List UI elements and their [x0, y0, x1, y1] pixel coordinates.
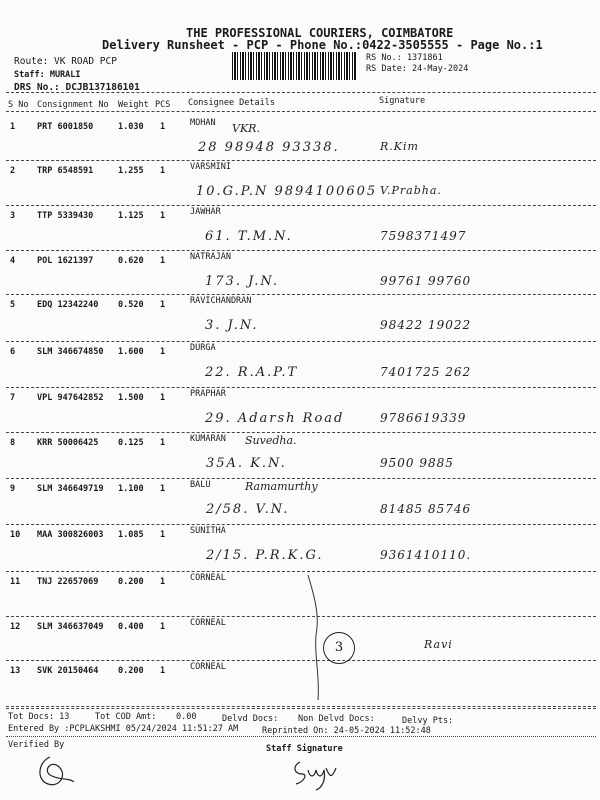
footer-rule: [6, 708, 596, 709]
row-pcs: 1: [160, 347, 166, 357]
runsheet-subtitle: Delivery Runsheet - PCP - Phone No.:0422-3505555 - Page No.:1: [102, 38, 543, 52]
row-handwritten-signature: 9786619339: [380, 411, 467, 425]
non-delivered-docs: Non Delvd Docs:: [298, 714, 375, 724]
row-pcs: 1: [160, 484, 166, 494]
row-pcs: 1: [160, 256, 166, 266]
row-sno: 6: [10, 347, 16, 357]
row-handwritten-signature: Ravi: [424, 638, 453, 651]
row-weight: 1.100: [118, 484, 144, 494]
row-weight: 1.600: [118, 347, 144, 357]
verified-signature: [30, 752, 80, 792]
row-consignment-no: POL 1621397: [37, 256, 94, 266]
row-handwritten-address: 35A. K.N.: [206, 456, 287, 471]
row-divider: [6, 294, 596, 295]
row-weight: 0.620: [118, 256, 144, 266]
entered-by: Entered By :PCPLAKSHMI 05/24/2024 11:51:27 AM: [8, 724, 239, 734]
header-top-rule: [6, 92, 596, 93]
row-weight: 0.200: [118, 577, 144, 587]
row-handwritten-signature: 7598371497: [380, 229, 467, 243]
row-pcs: 1: [160, 438, 166, 448]
row-sno: 13: [10, 666, 21, 676]
row-divider: [6, 524, 596, 525]
row-sno: 11: [10, 577, 21, 587]
row-handwritten-address: 2/15. P.R.K.G.: [206, 548, 324, 563]
header-bottom-rule: [6, 111, 596, 112]
row-consignee-name: VARSMINI: [190, 162, 231, 172]
row-consignment-no: PRT 6001850: [37, 122, 94, 132]
row-pcs: 1: [160, 393, 166, 403]
row-weight: 1.085: [118, 530, 144, 540]
row-sno: 3: [10, 211, 16, 221]
row-handwritten-address: 10.G.P.N 9894100605: [196, 184, 378, 199]
row-weight: 1.030: [118, 122, 144, 132]
row-sno: 2: [10, 166, 16, 176]
row-sno: 12: [10, 622, 21, 632]
row-sno: 10: [10, 530, 21, 540]
footer-dotted-rule: [6, 736, 596, 737]
row-sno: 4: [10, 256, 16, 266]
row-consignee-name: MOHAN: [190, 118, 216, 128]
row-consignment-no: MAA 300826003: [37, 530, 104, 540]
barcode: [232, 52, 357, 80]
row-handwritten-note: Ramamurthy: [245, 480, 318, 493]
rs-number: RS No.: 1371861: [366, 53, 443, 63]
row-weight: 0.400: [118, 622, 144, 632]
rs-date: RS Date: 24-May-2024: [366, 64, 469, 74]
col-consignment: Consignment No: [37, 100, 109, 110]
row-consignee-name: CORNEAL: [190, 573, 226, 583]
row-pcs: 1: [160, 166, 166, 176]
row-divider: [6, 205, 596, 206]
staff-label: Staff: MURALI: [14, 70, 81, 80]
row-consignment-no: TRP 6548591: [37, 166, 94, 176]
col-signature: Signature: [379, 96, 426, 106]
row-consignee-name: KUMARAN: [190, 434, 226, 444]
row-consignee-name: SUNITHA: [190, 526, 226, 536]
row-handwritten-address: 173. J.N.: [205, 274, 280, 289]
row-divider: [6, 571, 596, 572]
row-consignee-name: RAVICHANDRAN: [190, 296, 252, 306]
row-consignee-name: BALU: [190, 480, 211, 490]
row-divider: [6, 706, 596, 707]
row-handwritten-signature: V.Prabha.: [380, 184, 442, 197]
row-pcs: 1: [160, 666, 166, 676]
row-divider: [6, 341, 596, 342]
total-cod-label: Tot COD Amt:: [95, 712, 157, 722]
row-handwritten-note: Suvedha.: [245, 434, 297, 447]
delivered-docs: Delvd Docs:: [222, 714, 279, 724]
row-handwritten-signature: 98422 19022: [380, 318, 472, 332]
row-handwritten-note: VKR.: [232, 122, 260, 135]
total-docs: Tot Docs: 13: [8, 712, 70, 722]
row-consignment-no: SLM 346649719: [37, 484, 104, 494]
row-handwritten-address: 22. R.A.P.T: [205, 365, 299, 380]
row-divider: [6, 160, 596, 161]
row-consignee-name: DURGA: [190, 343, 216, 353]
total-cod-value: 0.00: [176, 712, 197, 722]
drs-number: DRS No.: DCJB137186101: [14, 82, 140, 93]
row-weight: 0.125: [118, 438, 144, 448]
row-consignment-no: SLM 346674850: [37, 347, 104, 357]
verified-by: Verified By: [8, 740, 65, 750]
staff-signature-scribble: [286, 756, 346, 792]
row-sno: 8: [10, 438, 16, 448]
circled-number: 3: [323, 632, 355, 664]
row-weight: 1.255: [118, 166, 144, 176]
row-pcs: 1: [160, 622, 166, 632]
row-consignment-no: VPL 947642852: [37, 393, 104, 403]
row-handwritten-address: 3. J.N.: [205, 318, 259, 333]
row-sno: 9: [10, 484, 16, 494]
row-consignee-name: CORNEAL: [190, 618, 226, 628]
delivery-points: Delvy Pts:: [402, 716, 454, 726]
row-sno: 7: [10, 393, 16, 403]
row-handwritten-signature: 7401725 262: [380, 365, 472, 379]
row-consignment-no: EDQ 12342240: [37, 300, 99, 310]
row-pcs: 1: [160, 577, 166, 587]
row-pcs: 1: [160, 211, 166, 221]
col-consignee: Consignee Details: [188, 98, 275, 108]
row-divider: [6, 387, 596, 388]
col-weight: Weight: [118, 100, 149, 110]
row-handwritten-signature: R.Kim: [380, 140, 419, 153]
row-weight: 0.200: [118, 666, 144, 676]
row-sno: 5: [10, 300, 16, 310]
row-weight: 1.500: [118, 393, 144, 403]
row-handwritten-address: 2/58. V.N.: [206, 502, 290, 517]
row-handwritten-address: 29. Adarsh Road: [205, 411, 345, 426]
row-consignee-name: JAWHAR: [190, 207, 221, 217]
row-consignment-no: KRR 50006425: [37, 438, 99, 448]
row-divider: [6, 478, 596, 479]
staff-signature-label: Staff Signature: [266, 744, 343, 754]
row-handwritten-signature: 9500 9885: [380, 456, 454, 470]
row-consignment-no: SLM 346637049: [37, 622, 104, 632]
row-handwritten-signature: 99761 99760: [380, 274, 472, 288]
reprinted-on: Reprinted On: 24-05-2024 11:52:48: [262, 726, 431, 736]
row-handwritten-address: 28 98948 93338.: [198, 140, 340, 155]
row-handwritten-address: 61. T.M.N.: [205, 229, 293, 244]
corneal-bracket-stroke: [300, 575, 340, 705]
row-weight: 1.125: [118, 211, 144, 221]
row-pcs: 1: [160, 300, 166, 310]
col-pcs: PCS: [155, 100, 171, 110]
row-sno: 1: [10, 122, 16, 132]
row-consignment-no: TTP 5339430: [37, 211, 94, 221]
row-weight: 0.520: [118, 300, 144, 310]
row-consignment-no: SVK 20150464: [37, 666, 99, 676]
row-consignee-name: CORNEAL: [190, 662, 226, 672]
row-consignment-no: TNJ 22657069: [37, 577, 99, 587]
row-consignee-name: PRAPHAR: [190, 389, 226, 399]
row-pcs: 1: [160, 122, 166, 132]
row-handwritten-signature: 81485 85746: [380, 502, 472, 516]
company-name: THE PROFESSIONAL COURIERS, COIMBATORE: [186, 26, 454, 40]
row-consignee-name: NATRAJAN: [190, 252, 231, 262]
row-handwritten-signature: 9361410110.: [380, 548, 472, 562]
route-label: Route: VK ROAD PCP: [14, 56, 117, 67]
row-pcs: 1: [160, 530, 166, 540]
row-divider: [6, 250, 596, 251]
row-divider: [6, 432, 596, 433]
col-sno: S No: [8, 100, 29, 110]
